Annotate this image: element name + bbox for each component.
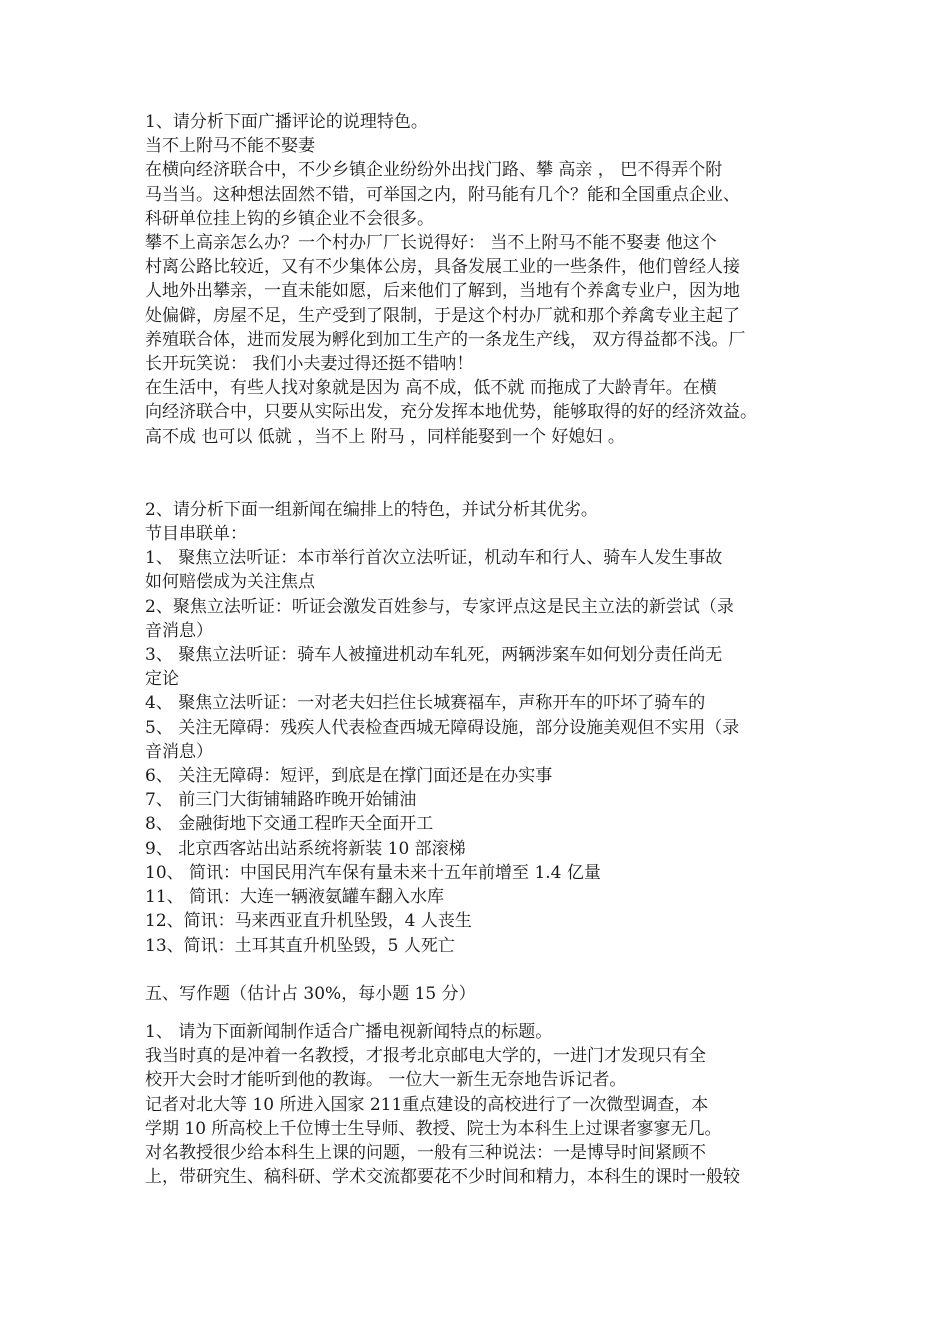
- q2-line: 3、 聚焦立法听证：骑车人被撞进机动车轧死，两辆涉案车如何划分责任尚无: [145, 645, 723, 666]
- section-5-heading: 五、写作题（估计占 30%，每小题 15 分）: [145, 983, 476, 1004]
- q1-line: 科研单位挂上钩的乡镇企业不会很多。: [145, 208, 434, 229]
- q1-line: 人地外出攀亲，一直未能如愿，后来他们了解到，当地有个养禽专业户，因为地: [145, 281, 740, 302]
- q3-line: 学期 10 所高校上千位博士生导师、教授、院士为本科生上过课者寥寥无几。: [145, 1118, 722, 1139]
- q1-line: 1、请分析下面广播评论的说理特色。: [145, 112, 428, 132]
- q3-line: 1、 请为下面新闻制作适合广播电视新闻特点的标题。: [145, 1021, 553, 1042]
- q2-line: 音消息）: [145, 620, 213, 641]
- q2-line: 音消息）: [145, 741, 213, 762]
- spacer: [145, 449, 810, 498]
- q2-line: 13、简讯：土耳其直升机坠毁，5 人死亡: [145, 935, 455, 956]
- q3-line: 对名教授很少给本科生上课的问题，一般有三种说法：一是博导时间紧顾不: [145, 1142, 706, 1163]
- q2-line: 6、 关注无障碍：短评，到底是在撑门面还是在办实事: [145, 766, 553, 787]
- q1-line: 在横向经济联合中，不少乡镇企业纷纷外出找门路、攀 高亲 ， 巴不得弄个附: [145, 160, 723, 181]
- q2-line: 12、简讯：马来西亚直升机坠毁，4 人丧生: [145, 911, 472, 932]
- q2-line: 2、请分析下面一组新闻在编排上的特色，并试分析其优劣。: [145, 499, 598, 520]
- q1-line: 长开玩笑说： 我们小夫妻过得还挺不错呐！: [145, 354, 474, 375]
- q1-line: 马当当。这种想法固然不错，可举国之内，附马能有几个？能和全国重点企业、: [145, 184, 740, 205]
- q2-line: 如何赔偿成为关注焦点: [145, 572, 315, 593]
- q1-line: 养殖联合体，进而发展为孵化到加工生产的一条龙生产线， 双方得益都不浅。厂: [145, 329, 746, 350]
- q1-line: 攀不上高亲怎么办？一个村办厂厂长说得好： 当不上附马不能不娶妻 他这个: [145, 233, 717, 254]
- q2-line: 1、 聚焦立法听证：本市举行首次立法听证，机动车和行人、骑车人发生事故: [145, 548, 723, 569]
- writing-question-1-block: [145, 1020, 810, 1189]
- q1-line: 处偏僻，房屋不足，生产受到了限制，于是这个村办厂就和那个养禽专业主起了: [145, 305, 740, 326]
- question-1-block: [145, 110, 810, 449]
- q3-line: 我当时真的是冲着一名教授，才报考北京邮电大学的，一进门才发现只有全: [145, 1046, 706, 1067]
- q2-line: 8、 金融街地下交通工程昨天全面开工: [145, 814, 434, 835]
- spacer: [145, 1006, 810, 1020]
- q2-line: 节目串联单：: [145, 524, 247, 545]
- q3-line: 记者对北大等 10 所进入国家 211重点建设的高校进行了一次微型调查，本: [145, 1094, 709, 1115]
- q2-line: 10、 简讯：中国民用汽车保有量未来十五年前增至 1.4 亿量: [145, 862, 601, 883]
- q2-line: 11、 简讯：大连一辆液氨罐车翻入水库: [145, 887, 445, 908]
- q2-line: 4、 聚焦立法听证：一对老夫妇拦住长城赛福车，声称开车的吓坏了骑车的: [145, 693, 706, 714]
- q1-line: 在生活中，有些人找对象就是因为 高不成，低不就 而拖成了大龄青年。在横: [145, 378, 717, 399]
- spacer: [145, 958, 810, 982]
- q1-line: 当不上附马不能不娶妻: [145, 136, 315, 157]
- q2-line: 2、聚焦立法听证：听证会激发百姓参与，专家评点这是民主立法的新尝试（录: [145, 596, 734, 617]
- question-2-block: [145, 498, 810, 958]
- q2-line: 5、 关注无障碍：残疾人代表检查西城无障碍设施，部分设施美观但不实用（录: [145, 717, 740, 738]
- q1-line: 村离公路比较近，又有不少集体公房，具备发展工业的一些条件，他们曾经人接: [145, 257, 740, 278]
- q3-line: 校开大会时才能听到他的教诲。 一位大一新生无奈地告诉记者。: [145, 1070, 627, 1091]
- q3-line: 上，带研究生、稿科研、学术交流都要花不少时间和精力，本科生的课时一般较: [145, 1167, 740, 1188]
- q1-line: 高不成 也可以 低就 ，当不上 附马 ，同样能娶到一个 好媳妇 。: [145, 426, 625, 447]
- q2-line: 定论: [145, 669, 179, 690]
- document-page: [145, 110, 810, 1189]
- q1-line: 向经济联合中，只要从实际出发，充分发挥本地优势，能够取得的好的经济效益。: [145, 402, 757, 423]
- q2-line: 7、 前三门大街铺辅路昨晚开始铺油: [145, 790, 417, 811]
- q2-line: 9、 北京西客站出站系统将新装 10 部滚梯: [145, 838, 466, 859]
